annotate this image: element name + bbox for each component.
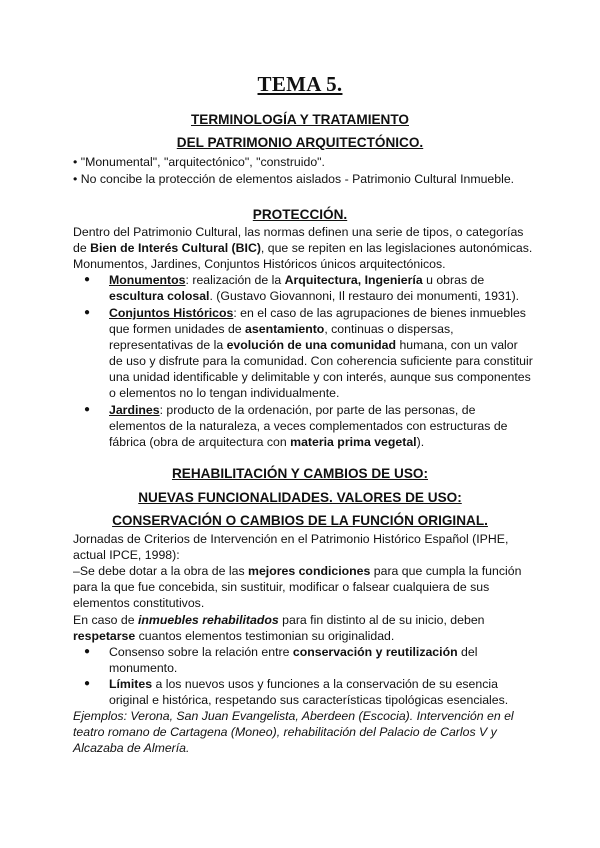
list-item-conjuntos: Conjuntos Históricos: en el caso de las agrupaciones de bienes inmuebles (109, 306, 526, 320)
section-heading-rehabilitacion: REHABILITACIÓN Y CAMBIOS DE USO: (171, 466, 429, 481)
examples-line: teatro romano de Cartagena (Moneo), rehabilitación del Palacio de Carlos V y (73, 725, 497, 739)
section-heading-patrimonio: DEL PATRIMONIO ARQUITECTÓNICO. (176, 135, 424, 150)
text-line: –Se debe dotar a la obra de las mejores condiciones para que cumpla la función (73, 564, 522, 578)
bullet-icon: ● (84, 307, 91, 318)
text-line: En caso de inmuebles rehabilitados para fin distinto al de su inicio, deben (73, 613, 485, 627)
list-item-line: monumento. (109, 661, 178, 675)
list-item-line: o elementos no lo tengan individualmente. (109, 386, 340, 400)
list-item-consenso: Consenso sobre la relación entre conservación y reutilización del (109, 645, 478, 659)
section-heading-funcionalidades: NUEVAS FUNCIONALIDADES. VALORES DE USO: (138, 490, 462, 505)
list-item-line: fábrica (obra de arquitectura con materia prima vegetal). (109, 435, 425, 449)
text-line: de Bien de Interés Cultural (BIC), que se repiten en las legislaciones autonómicas. (73, 241, 533, 255)
section-heading-proteccion: PROTECCIÓN. (252, 207, 348, 222)
text-line: Dentro del Patrimonio Cultural, las normas definen una serie de tipos, o categorías (73, 225, 524, 239)
text-line: respetarse cuantos elementos testimonian su originalidad. (73, 629, 395, 643)
list-item-line: original e histórica, respetando sus características tipológicas esenciales. (109, 693, 509, 707)
page-title: TEMA 5. (257, 72, 343, 96)
text-line: Jornadas de Criterios de Intervención en el Patrimonio Histórico Español (IPHE, (73, 532, 509, 546)
bullet-icon: ● (84, 404, 91, 415)
list-item-monumentos: Monumentos: realización de la Arquitectura, Ingeniería u obras de (109, 273, 485, 287)
list-item-line: de uso y disfrute para la comunidad. Con coherencia suficiente para constituir (109, 354, 533, 368)
text-line: • No concibe la protección de elementos aislados - Patrimonio Cultural Inmueble. (73, 172, 515, 186)
examples-line: Ejemplos: Verona, San Juan Evangelista, Aberdeen (Escocia). Intervención en el (73, 709, 514, 723)
examples-line: Alcazaba de Almería. (73, 741, 190, 755)
list-item-line: elementos de la naturaleza, a veces complementados con estructuras de (109, 419, 508, 433)
text-line: para la que fue concebida, sin sustituir, modificar o falsear cualquiera de sus (73, 580, 490, 594)
list-item-line: que formen unidades de asentamiento, continuas o dispersas, (109, 322, 454, 336)
section-heading-conservacion: CONSERVACIÓN O CAMBIOS DE LA FUNCIÓN ORIGINAL. (112, 513, 488, 528)
bullet-icon: ● (84, 274, 91, 285)
bullet-icon: ● (84, 678, 91, 689)
text-line: Monumentos, Jardines, Conjuntos Históricos únicos arquitectónicos. (73, 257, 446, 271)
list-item-limites: Límites a los nuevos usos y funciones a la conservación de su esencia (109, 677, 498, 691)
list-item-line: representativas de la evolución de una comunidad humana, con un valor (109, 338, 518, 352)
list-item-jardines: Jardines: producto de la ordenación, por parte de las personas, de (109, 403, 476, 417)
text-line: actual IPCE, 1998): (73, 548, 180, 562)
list-item-line: una unidad identificable y delimitable y con interés, aunque sus componentes (109, 370, 531, 384)
text-line: elementos constitutivos. (73, 596, 205, 610)
section-heading-terminologia: TERMINOLOGÍA Y TRATAMIENTO (190, 112, 409, 127)
list-item-line: escultura colosal. (Gustavo Giovannoni, Il restauro dei monumenti, 1931). (109, 289, 520, 303)
bullet-icon: ● (84, 646, 91, 657)
text-line: • "Monumental", "arquitectónico", "construido". (73, 155, 325, 169)
